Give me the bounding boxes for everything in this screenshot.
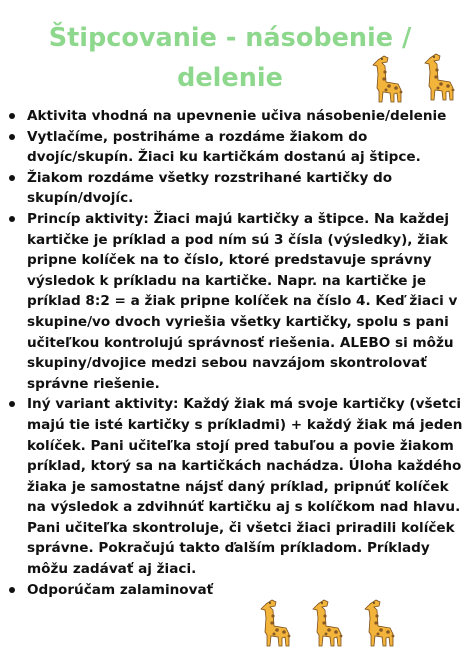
bullet-icon xyxy=(9,401,15,407)
bullet-icon xyxy=(9,216,15,222)
bullet-icon xyxy=(9,113,15,119)
bullet-text: Aktivita vhodná na upevnenie učiva násobenie/delenie xyxy=(27,108,447,124)
giraffe-icon xyxy=(312,596,352,648)
giraffe-icon xyxy=(424,50,464,102)
bullet-text: Vytlačíme, postriháme a rozdáme žiakom do dvojíc/skupín. Žiaci ku kartičkám dostanú aj štipce. xyxy=(27,128,421,166)
giraffe-icon xyxy=(364,596,404,648)
bullet-icon xyxy=(9,134,15,140)
list-item xyxy=(5,209,472,394)
bullet-icon xyxy=(9,175,15,181)
list-item xyxy=(5,106,472,127)
bullet-text: Princíp aktivity: Žiaci majú kartičky a štipce. Na každej kartičke je príklad a pod ním sú 3 čísla (výsledky), žiak pripne kolíček na to číslo, ktoré predstavuje správny výsledok k príkladu na kartičke. Napr. na kartičke je príklad 8:2 = a žiak pripne kolíček na číslo 4. Keď žiaci v skupine/vo dvoch vyriešia všetky kartičky, spolu s pani učiteľkou kontrolujú správnosť riešenia. ALEBO si môžu skupiny/dvojice medzi sebou navzájom skontrolovať správne riešenie. xyxy=(27,210,458,392)
list-item xyxy=(5,127,472,168)
bullet-list xyxy=(5,106,472,600)
list-item xyxy=(5,168,472,209)
list-item xyxy=(5,394,472,579)
page-title: Štipcovanie - násobenie / delenie xyxy=(48,23,412,93)
bullet-icon xyxy=(9,587,15,593)
bullet-text: Žiakom rozdáme všetky rozstrihané kartičky do skupín/dvojíc. xyxy=(27,169,393,207)
giraffe-icon xyxy=(372,52,412,104)
giraffe-icon xyxy=(260,596,300,648)
bullet-text: Iný variant aktivity: Každý žiak má svoje kartičky (všetci majú tie isté kartičky s príkladmi) + každý žiak má jeden kolíček. Pani učiteľka stojí pred tabuľou a povie žiakom príklad, ktorý sa na kartičkách nachádza. Úloha každého žiaka je samostatne nájsť daný príklad, pripnúť kolíček na výsledok a zdvihnúť kartičku aj s kolíčkom nad hlavu. Pani učiteľka skontroluje, či všetci žiaci priradili kolíček správne. Pokračujú takto ďalším príkladom. Príklady môžu zadávať aj žiaci. xyxy=(27,396,463,578)
bullet-text: Odporúčam zalaminovať xyxy=(27,581,214,598)
